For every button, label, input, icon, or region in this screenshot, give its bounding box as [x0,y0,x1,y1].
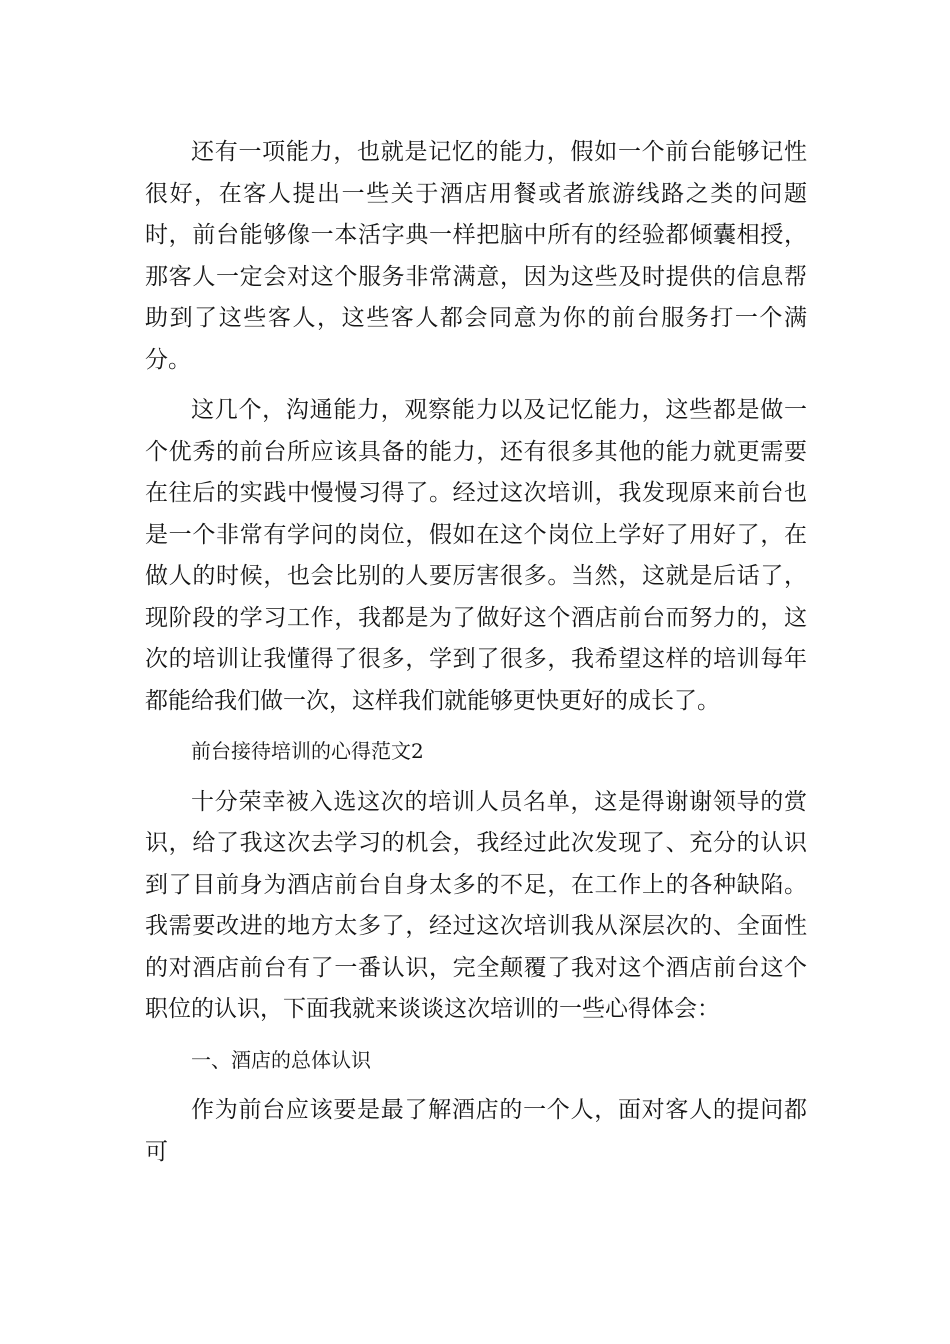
paragraph-front-desk-role: 作为前台应该要是最了解酒店的一个人，面对客人的提问都可 [145,1097,807,1165]
section-heading-sample-2: 前台接待培训的心得范文2 [191,739,424,763]
paragraph-abilities-summary: 这几个，沟通能力，观察能力以及记忆能力，这些都是做一个优秀的前台所应该具备的能力，还有很多其他的能力就更需要在往后的实践中慢慢习得了。经过这次培训，我发现原来前台也是一个非常有学问的岗位，假如在这个岗位上学好了用好了，在做人的时候，也会比别的人要厉害很多。当然，这就是后话了，现阶段的学习工作，我都是为了做好这个酒店前台而努力的，这次的培训让我懂得了很多，学到了很多，我希望这样的培训每年都能给我们做一次，这样我们就能够更快更好的成长了。 [145,397,807,714]
paragraph-memory-ability: 还有一项能力，也就是记忆的能力，假如一个前台能够记性很好，在客人提出一些关于酒店用餐或者旅游线路之类的问题时，前台能够像一本活字典一样把脑中所有的经验都倾囊相授，那客人一定会对这个服务非常满意，因为这些及时提供的信息帮助到了这些客人，这些客人都会同意为你的前台服务打一个满分。 [145,139,807,373]
document-body [145,132,807,1182]
subheading-hotel-overview: 一、酒店的总体认识 [191,1047,371,1072]
paragraph-training-intro: 十分荣幸被入选这次的培训人员名单，这是得谢谢领导的赏识，给了我这次去学习的机会，我经过此次发现了、充分的认识到了目前身为酒店前台自身太多的不足，在工作上的各种缺陷。我需要改进的地方太多了，经过这次培训我从深层次的、全面性的对酒店前台有了一番认识，完全颠覆了我对这个酒店前台这个职位的认识，下面我就来谈谈这次培训的一些心得体会： [145,788,807,1022]
